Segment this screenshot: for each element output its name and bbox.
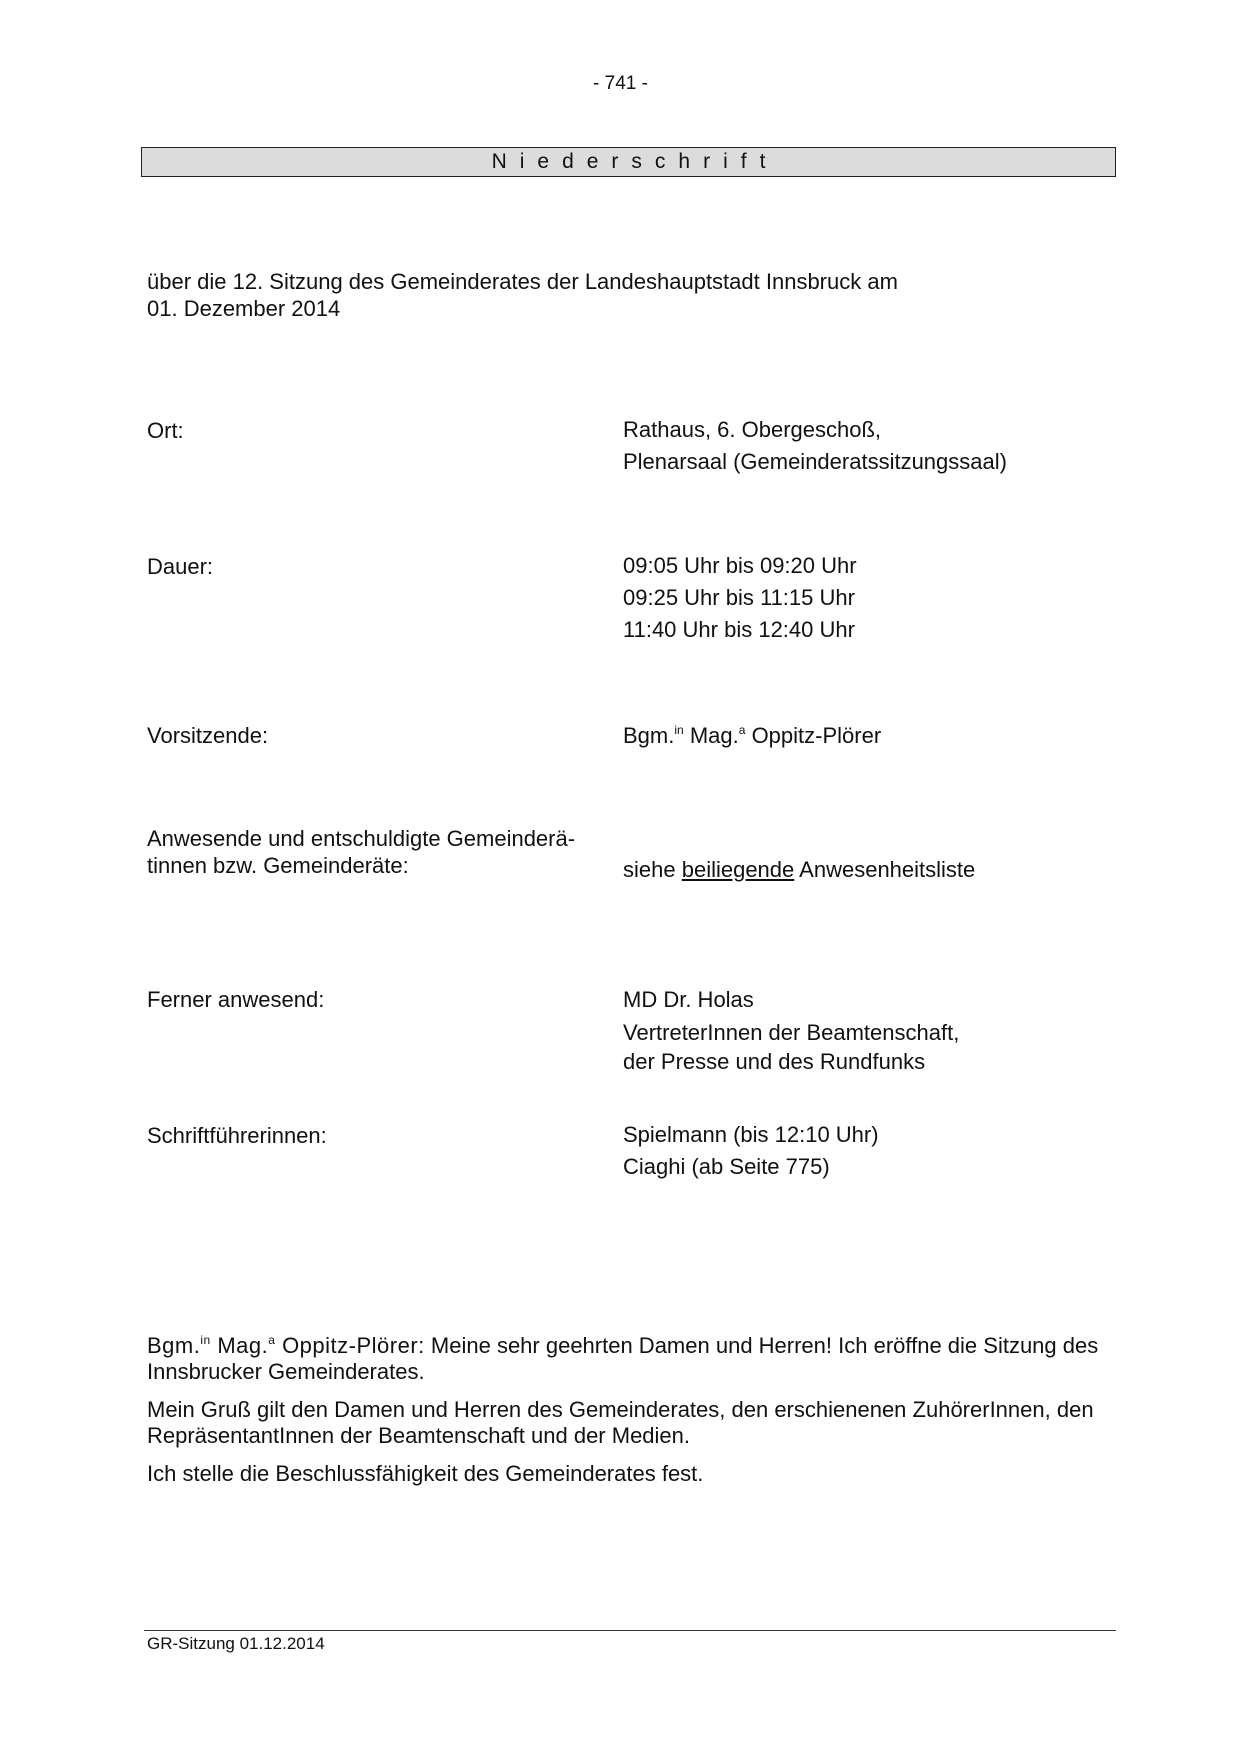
dauer-line: 11:40 Uhr bis 12:40 Uhr bbox=[623, 617, 855, 642]
ort-line: Plenarsaal (Gemeinderatssitzungssaal) bbox=[623, 449, 1007, 474]
anwesende-underlined: beiliegende bbox=[681, 857, 795, 882]
ferner-line: der Presse und des Rundfunks bbox=[623, 1049, 926, 1074]
ferner-line: VertreterInnen der Beamtenschaft, bbox=[623, 1020, 960, 1045]
ort-label: Ort: bbox=[147, 418, 184, 443]
speaker-name: Oppitz-Plörer: bbox=[282, 1333, 425, 1358]
speaker-bgm: Bgm. bbox=[147, 1333, 201, 1358]
ferner-value bbox=[623, 985, 1103, 1076]
speech-paragraph-1 bbox=[147, 1333, 1107, 1385]
page-number: - 741 - bbox=[593, 73, 648, 94]
intro-text bbox=[147, 268, 1107, 322]
speaker bbox=[147, 1333, 425, 1358]
speech-paragraph-2: Mein Gruß gilt den Damen und Herren des Gemeinderates, den erschienenen ZuhörerInnen, den RepräsentantInnen der Beamtenschaft und der Medien. bbox=[147, 1397, 1094, 1448]
vorsitzende-label: Vorsitzende: bbox=[147, 723, 269, 748]
anwesende-value bbox=[623, 856, 1103, 883]
speaker-mag: Mag. bbox=[217, 1333, 269, 1358]
speech-text-1: Meine sehr geehrten Damen und Herren! Ich eröffne die Sitzung des Innsbrucker Gemeinderates. bbox=[147, 1333, 1099, 1384]
speaker-bgm-sup: in bbox=[200, 1333, 211, 1347]
intro-line-2: 01. Dezember 2014 bbox=[147, 296, 341, 321]
vorsitzende-name: Oppitz-Plörer bbox=[751, 723, 882, 748]
anwesende-pre: siehe bbox=[623, 857, 676, 882]
speech-paragraph-3: Ich stelle die Beschlussfähigkeit des Gemeinderates fest. bbox=[147, 1461, 704, 1486]
vorsitzende-value bbox=[623, 722, 1103, 749]
footer-divider bbox=[144, 1630, 1116, 1631]
intro-line-1: über die 12. Sitzung des Gemeinderates der Landeshauptstadt Innsbruck am bbox=[147, 269, 898, 294]
mag-sup: a bbox=[738, 723, 746, 737]
bgm-sup: in bbox=[674, 723, 684, 737]
anwesende-label-line-2: tinnen bzw. Gemeinderäte: bbox=[147, 853, 409, 878]
speech-section bbox=[147, 1333, 1107, 1499]
footer-text: GR-Sitzung 01.12.2014 bbox=[147, 1634, 325, 1653]
bgm-title: Bgm. bbox=[623, 723, 675, 748]
document-title: Niederschrift bbox=[141, 147, 1116, 177]
schrift-value bbox=[623, 1119, 1103, 1183]
dauer-label: Dauer: bbox=[147, 554, 214, 579]
ort-line: Rathaus, 6. Obergeschoß, bbox=[623, 417, 882, 442]
speaker-mag-sup: a bbox=[268, 1333, 276, 1347]
schrift-label: Schriftführerinnen: bbox=[147, 1123, 327, 1148]
schrift-line: Spielmann (bis 12:10 Uhr) bbox=[623, 1122, 879, 1147]
ferner-label: Ferner anwesend: bbox=[147, 987, 325, 1012]
anwesende-post: Anwesenheitsliste bbox=[799, 857, 976, 882]
ferner-line: MD Dr. Holas bbox=[623, 987, 754, 1012]
dauer-value bbox=[623, 550, 1103, 646]
anwesende-label-line-1: Anwesende und entschuldigte Gemeinderä- bbox=[147, 826, 576, 851]
anwesende-label bbox=[147, 825, 607, 879]
dauer-line: 09:25 Uhr bis 11:15 Uhr bbox=[623, 585, 855, 610]
ort-value bbox=[623, 414, 1103, 478]
schrift-line: Ciaghi (ab Seite 775) bbox=[623, 1154, 830, 1179]
mag-title: Mag. bbox=[689, 723, 739, 748]
dauer-line: 09:05 Uhr bis 09:20 Uhr bbox=[623, 553, 857, 578]
